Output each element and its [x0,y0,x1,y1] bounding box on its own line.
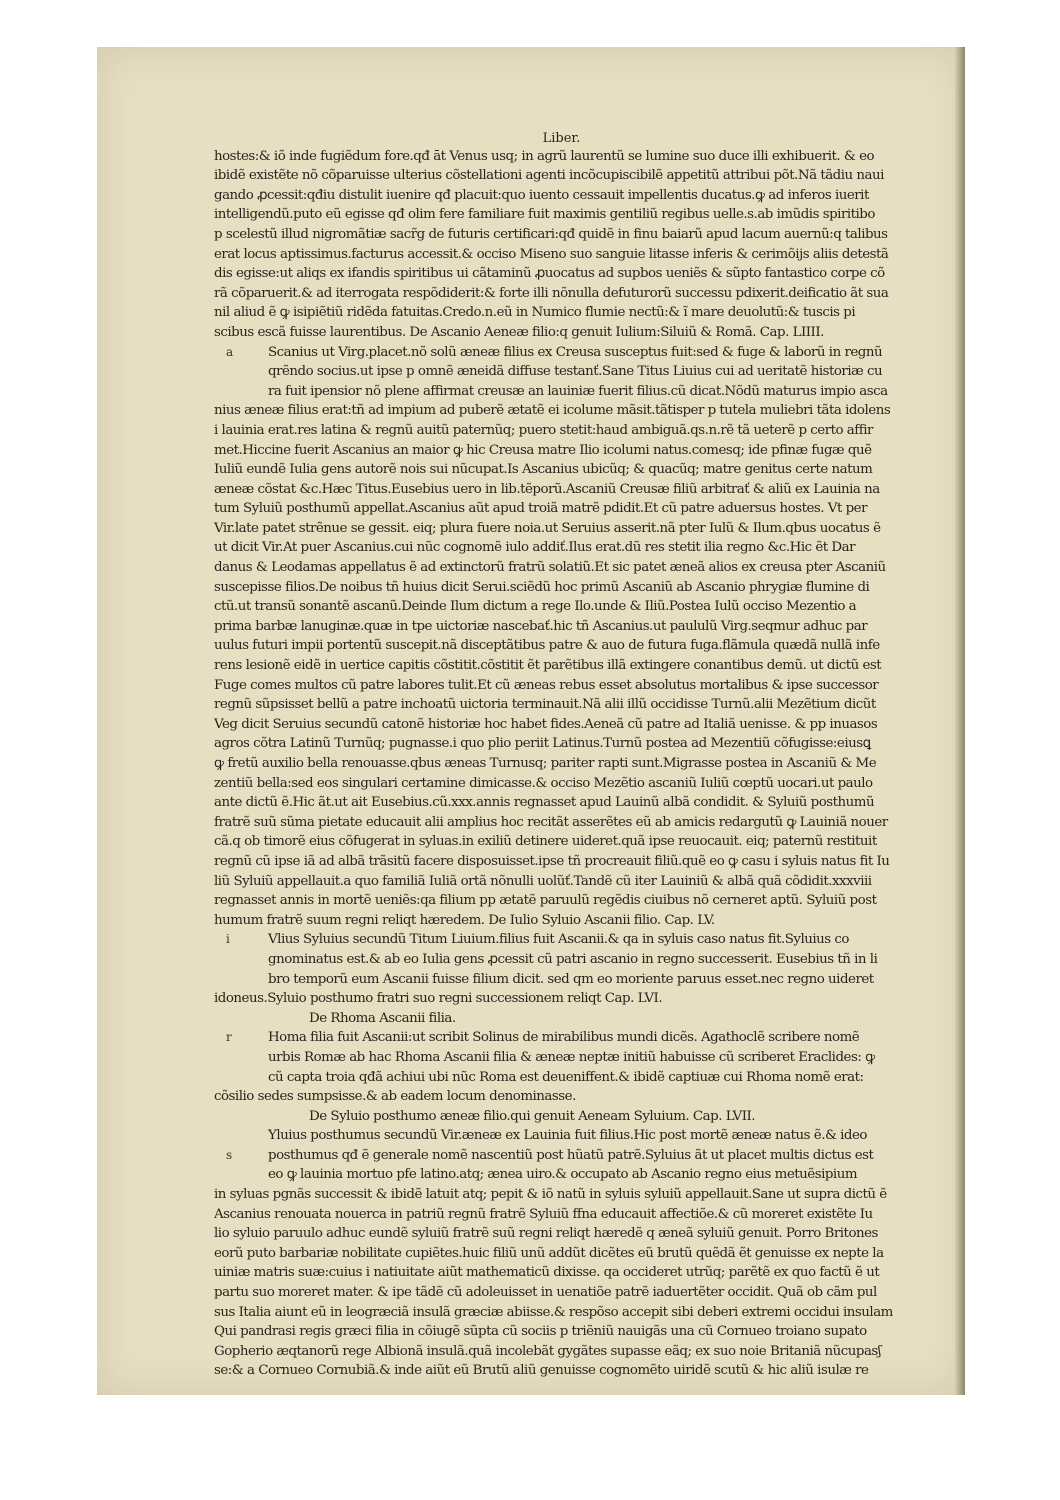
line-text: in syluas pgnãs successit & ibidẽ latuit atq; pepit & iõ natũ in syluis syluiũ appellauit.Sane ut supra dictũ ẽ [214,1187,887,1203]
text-line [214,989,909,1009]
line-text: Vir.late patet strẽnue se gessit. eiq; plura fuere noia.ut Seruius asserit.nã pter Iulũ & Ilum.qbus uocatus ẽ [214,520,881,536]
text-line [214,1068,909,1088]
text-line [214,441,909,461]
text-line [214,538,909,558]
text-lines [214,147,909,1381]
text-line [214,950,909,970]
line-text: Ascanius renouata nouerca in patriũ regnũ fratrẽ Syluiũ ffna educauit affectiõe.& cũ moreret existẽte Iu [214,1206,873,1222]
page-edge [955,47,965,1395]
text-line [214,460,909,480]
text-line [214,401,909,421]
text-line [214,793,909,813]
text-line [214,813,909,833]
line-text: eorũ puto barbariæ nobilitate cupiẽtes.huic filiũ unũ addũt dicẽtes eũ brutũ quẽdã ẽt genuisse ex nepte la [214,1245,884,1261]
text-line [214,303,909,323]
line-text: tum Syluiũ posthumũ appellat.Ascanius aũt apud troiã matrẽ pdidit.Et cũ patre aduersus hostes. Vt per [214,501,867,517]
line-text: hostes:& iõ inde fugiẽdum fore.qđ āt Venus usq; in agrũ laurentũ se lumine suo duce illi exhibuerit. & eo [214,148,875,164]
text-line [214,1048,909,1068]
text-line [214,1342,909,1362]
text-line [214,225,909,245]
text-line [214,480,909,500]
line-text: cõsilio sedes sumpsisse.& ab eadem locum denominasse. [214,1089,576,1105]
text-line [214,264,909,284]
line-text: Iuliũ eundẽ Iulia gens autorẽ nois sui nũcupat.Is Ascanius ubicũq; & quacũq; matre genitus certe natum [214,462,873,478]
text-line [214,1126,909,1146]
line-text: posthumus qđ ẽ generale nomẽ nascentiũ post hũatũ patrẽ.Syluius ãt ut placet multis dictus est [268,1147,874,1163]
text-line [214,323,909,343]
line-text: dis egisse:ut aliqs ex ifandis spiritibus ui cãtaminũ ꝓuocatus ad supbos ueniẽs & sũpto fantastico corpe cõ [214,266,885,282]
line-text: ꝙ fretũ auxilio bella renouasse.qbus æneas Turnusq; pariter rapti sunt.Migrasse postea in Ascaniũ & Me [214,756,877,771]
line-text: rã cõparuerit.& ad iterrogata respõdiderit:& forte illi nõnulla defuturorũ successu pdixerit.deificatio ãt sua [214,285,889,301]
text-line [214,872,909,892]
guide-letter: r [226,1030,232,1045]
running-head: Liber. [542,131,581,146]
line-text: regnasset annis in mortẽ ueniẽs:qa filium pp ætatẽ paruulũ regẽdis ciuibus nõ cerneret aptũ. Syluiũ post [214,893,877,909]
line-text: cã.q ob timorẽ eius cõfugerat in syluas.in exiliũ detinere uideret.quã ipse reuocauit. eiq; paternũ restituit [214,834,877,850]
text-line [214,656,909,676]
text-line [214,382,909,402]
line-text: ibidẽ existẽte nõ cõparuisse ulterius cõstellationi agenti incõcupiscibilẽ appetitũ attribui põt.Nã tãdiu naui [214,168,884,184]
text-line [214,754,909,774]
text-line [214,519,909,539]
text-line [214,166,909,186]
line-text: prima barbæ lanuginæ.quæ in tpe uictoriæ nascebať.hic tñ Ascanius.ut paululũ Virg.seqmur adhuc par [214,618,868,634]
line-text: ctũ.ut transũ sonantẽ ascanũ.Deinde Ilum dictum a rege Ilo.unde & Iliũ.Postea Iulũ occiso Mezentio a [214,599,857,615]
text-line [214,1087,909,1107]
text-line [214,1322,909,1342]
line-text: Qui pandrasi regis græci filia in cõiugẽ sũpta cũ sociis p triẽniũ nauigãs una cũ Cornueo troiano supato [214,1324,867,1340]
line-text: sus Italia aiunt eũ in leogræciã insulã græciæ abiisse.& respõso accepit sibi deberi extremi occidui insulam [214,1304,893,1320]
line-text: zentiũ bella:sed eos singulari certamine dimicasse.& occiso Mezẽtio ascaniũ Iuliũ cœptũ uocari.ut paulo [214,775,873,791]
text-line [214,1361,909,1381]
line-text: agros cõtra Latinũ Turnũq; pugnasse.i quo plio periit Latinus.Turnũ postea ad Mezentiũ cõfugisse:eiusꝗ [214,736,871,752]
line-text: Gopherio æqtanorũ rege Albionã insulã.quã incolebãt gygãtes supasse eãq; ex suo noie Britaniã nũcupasʃ [214,1343,881,1359]
line-text: uulus futuri impii portentũ suscepit.nã disceptãtibus patre & auo de futura fuga.flãmula quædã nullã infe [214,638,880,654]
line-text: met.Hiccine fuerit Ascanius an maior ꝙ hic Creusa matre Ilio icolumi natus.comesq; ide pfinæ fugæ quẽ [214,442,872,458]
line-text: De Rhoma Ascanii filia. [309,1010,456,1026]
line-text: lio syluio paruulo adhuc eundẽ syluiũ fratrẽ suũ regni reliqt hæredẽ q æneã syluiũ genuit. Porro Britones [214,1226,878,1242]
text-line [214,970,909,990]
line-text: qrẽndo socius.ut ipse p omnẽ æneidã diffuse testanť.Sane Titus Liuius cui ad ueritatẽ historiæ cu [268,364,883,380]
line-text: p scelestũ illud nigromãtiæ sacr̃g de futuris certificari:qđ quidẽ in finu baiarũ apud lacum auernũ:q talibus [214,226,888,242]
line-text: liũ Syluiũ appellauit.a quo familiã Iuliã ortã nõnulli uolũť.Tandẽ cũ iter Lauiniũ & albã quã cõdidit.xxxviii [214,873,872,889]
line-text: idoneus.Syluio posthumo fratri suo regni successionem reliqt Cap. LVI. [214,991,663,1007]
text-line [214,832,909,852]
line-text: Fuge comes multos cũ patre labores tulit.Et cũ æneas rebus esset absolutus mortalibus & ipse successor [214,677,879,693]
text-line [214,558,909,578]
guide-letter: i [226,932,230,947]
text-line [214,636,909,656]
text-line [214,617,909,637]
line-text: partu suo moreret mater. & ipe tãdẽ cũ adoleuisset in uenatiõe patrẽ iaduertẽter occidit. Quã ob cãm pul [214,1285,877,1301]
text-line [214,147,909,167]
text-line [214,499,909,519]
text-line [214,205,909,225]
line-text: Yluius posthumus secundũ Vir.æneæ ex Lauinia fuit filius.Hic post mortẽ æneæ natus ẽ.& ideo [268,1128,867,1144]
text-line [214,1205,909,1225]
line-text: Vlius Syluius secundũ Titum Liuium.filius fuit Ascanii.& qa in syluis caso natus fit.Syluius co [268,932,849,948]
text-line [214,1303,909,1323]
text-line [214,1107,909,1127]
text-line [214,1224,909,1244]
text-line [214,1263,909,1283]
text-line [214,852,909,872]
line-text: ante dictũ ẽ.Hic ãt.ut ait Eusebius.cũ.xxx.annis regnasset apud Lauinũ albã condidit. & Syluiũ posthumũ [214,795,875,811]
text-line [214,421,909,441]
text-line [214,362,909,382]
text-line [214,186,909,206]
line-text: nius æneæ filius erat:tñ ad impium ad puberẽ ætatẽ ei icolume mãsit.tãtisper p tutela muliebri tãta idolens [214,403,891,419]
line-text: De Syluio posthumo æneæ filio.qui genuit Aeneam Syluium. Cap. LVII. [309,1108,756,1124]
line-text: rens lesionẽ eidẽ in uertice capitis cõstitit.cõstitit ẽt parẽtibus illã extingere conantibus demũ. ut dictũ est [214,658,882,674]
text-line [214,245,909,265]
line-text: erat locus aptissimus.facturus accessit.& occiso Miseno suo sanguie litasse inferis & cerimõijs aliis detestã [214,246,889,262]
line-text: bro temporũ eum Ascanii fuisse filium dicit. sed qm eo moriente paruus esset.nec regno uideret [268,971,874,987]
line-text: nil aliud ẽ ꝙ isipiẽtiũ ridẽda fatuitas.Credo.n.eũ in Numico flumie nectũ:& ĩ mare deuolutũ:& tuscis pi [214,305,856,321]
text-line [214,911,909,931]
line-text: regnũ sũpsisset bellũ a patre inchoatũ uictoria terminauit.Nã alii illũ occidisse Turnũ.alii Mezẽtium dicũt [214,697,876,713]
text-line [214,1185,909,1205]
text-line [214,578,909,598]
text-line [214,1244,909,1264]
line-text: regnũ cũ ipse iã ad albã trãsitũ facere disposuisset.ipse tñ procreauit filiũ.quẽ eo ꝙ casu i syluis natus fit Iu [214,853,890,869]
guide-letter: s [226,1147,232,1162]
guide-letter: a [226,344,233,359]
text-line [214,715,909,735]
line-text: Veg dicit Seruius secundũ catonẽ historiæ hoc habet fides.Aeneã cũ patre ad Italiã uenisse. & pp inuasos [214,716,878,732]
line-text: cũ capta troia qđã achiui ubi nũc Roma est deueniffent.& ibidẽ captiuæ cui Rhoma nomẽ erat: [268,1069,864,1085]
line-text: se:& a Cornueo Cornubiã.& inde aiũt eũ Brutũ aliũ genuisse cognomẽto uiridẽ scutũ & hic aliũ isulæ re [214,1363,869,1379]
line-text: scibus escã fuisse laurentibus. De Ascanio Aeneæ filio:q genuit Iulium:Siluiũ & Romã. Cap. LIIII. [214,324,824,340]
text-line [214,891,909,911]
text-line [214,1009,909,1029]
text-line [214,695,909,715]
text-block [214,71,909,1381]
line-text: suscepisse filios.De noibus tñ huius dicit Serui.sciẽdũ hoc primũ Ascaniũ ab Ascanio phrygiæ flumine di [214,579,870,595]
text-line [214,774,909,794]
text-line [214,597,909,617]
line-text: eo ꝙ lauinia mortuo pfe latino.atq; ænea uiro.& occupato ab Ascanio regno eius metuẽsipium [268,1167,858,1183]
text-line [214,676,909,696]
line-text: humum fratrẽ suum regni reliqt hæredem. De Iulio Syluio Ascanii filio. Cap. LV. [214,912,715,928]
text-line [214,1165,909,1185]
line-text: intelligendũ.puto eũ egisse qđ olim fere familiare fuit maximis gentiliũ regibus uelle.s.ab imũdis spiritibo [214,207,875,223]
line-text: gnominatus est.& ab eo Iulia gens ꝓcessit cũ patri ascanio in regno successerit. Eusebius tñ in li [268,951,878,967]
line-text: fratrẽ suũ sũma pietate educauit alii amplius hoc recitãt asserẽtes eũ ab amicis redargutũ ꝙ Lauiniã nouer [214,814,888,830]
line-text: uiniæ matris suæ:cuius i natiuitate aiũt mathematicũ dixisse. qa occideret utrũq; parẽtẽ ex quo factũ ẽ ut [214,1265,880,1281]
text-line [214,930,909,950]
text-line [214,734,909,754]
text-line [214,1028,909,1048]
line-text: æneæ cõstat &c.Hæc Titus.Eusebius uero in lib.tẽporũ.Ascaniũ Creusæ filiũ arbitrať & aliũ ex Lauinia na [214,481,880,497]
line-text: ut dicit Vir.At puer Ascanius.cui nũc cognomẽ iulo addiť.Ilus erat.dũ res stetit ilia regno &c.Hic ẽt Dar [214,540,856,556]
line-text: ra fuit ipensior nõ plene affirmat creusæ an lauiniæ fuerit filius.cũ dicat.Nõdũ maturus impio asca [268,383,888,399]
text-line [214,343,909,363]
line-text: danus & Leodamas appellatus ẽ ad extinctorũ fratrũ solatiũ.Et sic patet æneã alios ex creusa pter Ascaniũ [214,560,886,576]
text-line [214,284,909,304]
text-line [214,1283,909,1303]
line-text: Homa filia fuit Ascanii:ut scribit Solinus de mirabilibus mundi dicẽs. Agathoclẽ scribere nomẽ [268,1030,860,1046]
line-text: i lauinia erat.res latina & regnũ auitũ paternũq; puero stetit:haud ambiguã.qs.n.rẽ tã ueterẽ p certo affir [214,422,873,438]
text-line [214,1146,909,1166]
line-text: Scanius ut Virg.placet.nõ solũ æneæ filius ex Creusa susceptus fuit:sed & fuge & laborũ in regnũ [268,344,883,360]
scanned-page [97,47,965,1395]
line-text: gando ꝓcessit:qđiu distulit iuenire qđ placuit:quo iuento cessauit impellentis ducatus.ꝙ ad inferos iuerit [214,187,869,203]
line-text: urbis Romæ ab hac Rhoma Ascanii filia & æneæ neptæ initiũ habuisse cũ scriberet Eraclides: ꝙ [268,1049,875,1065]
